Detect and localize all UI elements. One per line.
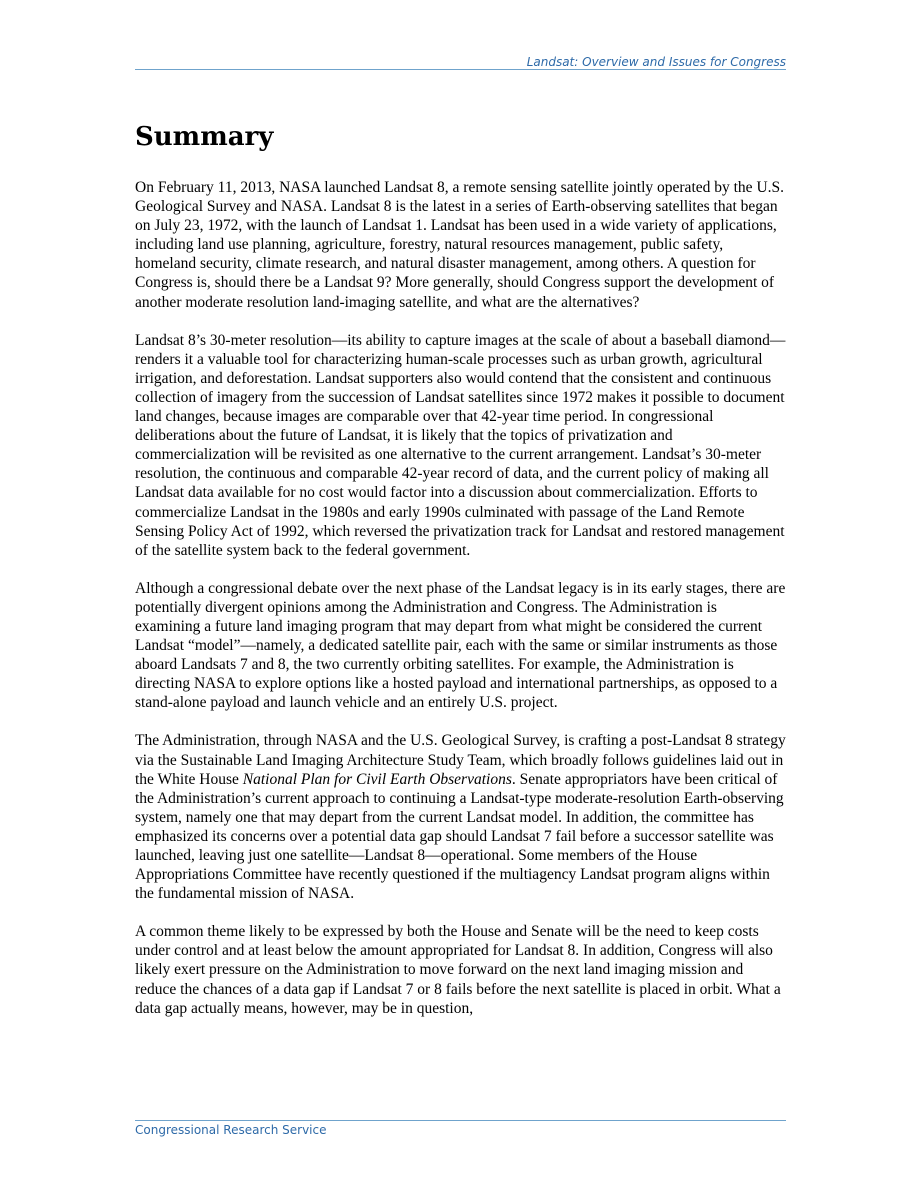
paragraph-5: A common theme likely to be expressed by both the House and Senate will be the need to keep costs under control and at least below the amount appropriated for Landsat 8. In addition, Congress will also likely exert pressure on the Administration to move forward on the next land imaging mission and reduce the chances of a data gap if Landsat 7 or 8 fails before the next satellite is placed in orbit. What a data gap actually means, however, may be in question,: [135, 923, 781, 1017]
footer-divider: [135, 1120, 786, 1121]
plan-title-italic: National Plan for Civil Earth Observations: [242, 770, 512, 788]
paragraph-3: Although a congressional debate over the next phase of the Landsat legacy is in its early stages, there are potentially divergent opinions among the Administration and Congress. The Administration is examining a future land imaging program that may depart from what might be considered the current Landsat “model”—namely, a dedicated satellite pair, each with the same or similar instruments as those aboard Landsats 7 and 8, the two currently orbiting satellites. For example, the Administration is directing NASA to explore options like a hosted payload and international partnerships, as opposed to a stand-alone payload and launch vehicle and an entirely U.S. project.: [135, 579, 786, 712]
footer-organization: Congressional Research Service: [135, 1123, 327, 1137]
paragraph-2: Landsat 8’s 30-meter resolution—its ability to capture images at the scale of about a baseball diamond—renders it a valuable tool for characterizing human-scale processes such as urban growth, agricultural irrigation, and deforestation. Landsat supporters also would contend that the consistent and continuous collection of imagery from the succession of Landsat satellites since 1972 makes it possible to document land changes, because images are comparable over that 42-year time period. In congressional deliberations about the future of Landsat, it is likely that the topics of privatization and commercialization will be revisited as one alternative to the current arrangement. Landsat’s 30-meter resolution, the continuous and comparable 42-year record of data, and the current policy of making all Landsat data available for no cost would factor into a discussion about commercialization. Efforts to commercialize Landsat in the 1980s and early 1990s culminated with passage of the Land Remote Sensing Policy Act of 1992, which reversed the privatization track for Landsat and restored management of the satellite system back to the federal government.: [135, 331, 786, 559]
paragraph-4: [135, 731, 786, 903]
paragraph-1: On February 11, 2013, NASA launched Landsat 8, a remote sensing satellite jointly operated by the U.S. Geological Survey and NASA. Landsat 8 is the latest in a series of Earth-observing satellites that began on July 23, 1972, with the launch of Landsat 1. Landsat has been used in a wide variety of applications, including land use planning, agriculture, forestry, natural resources management, public safety, homeland security, climate research, and natural disaster management, among others. A question for Congress is, should there be a Landsat 9? More generally, should Congress support the development of another moderate resolution land-imaging satellite, and what are the alternatives?: [135, 179, 785, 311]
paragraph-4-text-b: . Senate appropriators have been critical of the Administration’s current approach to continuing a Landsat-type moderate-resolution Earth-observing system, namely one that may depart from the current Landsat model. In addition, the committee has emphasized its concerns over a potential data gap should Landsat 7 fail before a successor satellite was launched, leaving just one satellite—Landsat 8—operational. Some members of the House Appropriations Committee have recently questioned if the multiagency Landsat program aligns within the fundamental mission of NASA.: [135, 770, 784, 903]
running-header: Landsat: Overview and Issues for Congress: [526, 55, 786, 69]
paragraph-4-text-a: The Administration, through NASA and the U.S. Geological Survey, is crafting a post-Landsat 8 strategy via the Sustainable Land Imaging Architecture Study Team, which broadly follows guidelines laid out in the White House: [135, 732, 786, 788]
summary-body: [135, 178, 786, 1037]
section-title: Summary: [135, 122, 274, 152]
header-divider: [135, 69, 786, 70]
